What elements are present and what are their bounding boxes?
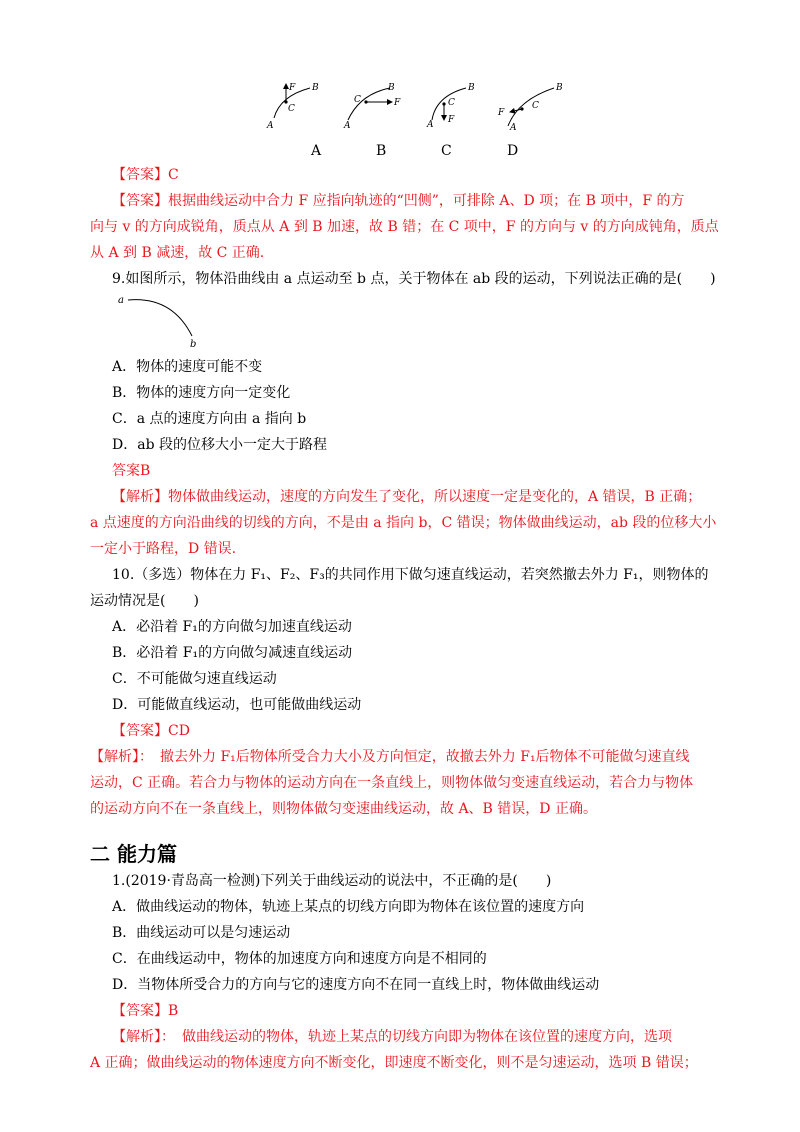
figure-option-a bbox=[266, 83, 319, 131]
s2q1-option-b: B．曲线运动可以是匀速运动 bbox=[112, 925, 291, 941]
q8-analysis-line-2: 向与 v 的方向成锐角，质点从 A 到 B 加速，故 B 错；在 C 项中，F 的方向与 v 的方向成钝角，质点 bbox=[90, 219, 719, 235]
q8-analysis-line-3: 从 A 到 B 减速，故 C 正确. bbox=[90, 245, 265, 261]
q10-stem-line-2: 运动情况是( ) bbox=[90, 593, 199, 609]
label-b: B bbox=[556, 83, 563, 93]
q9-analysis-line-2: a 点速度的方向沿曲线的切线的方向，不是由 a 指向 b，C 错误；物体做曲线运动，ab 段的位移大小 bbox=[90, 515, 717, 531]
label-c: C bbox=[354, 95, 361, 105]
q10-analysis-line-3: 的运动方向不在一条直线上，则物体做匀变速曲线运动，故 A、B 错误，D 正确。 bbox=[90, 801, 597, 817]
q9-analysis-line-3: 一定小于路程，D 错误. bbox=[90, 541, 237, 557]
q10-answer: 【答案】CD bbox=[112, 723, 190, 739]
figure-label-a: A bbox=[311, 143, 322, 159]
s2q1-option-c: C．在曲线运动中，物体的加速度方向和速度方向是不相同的 bbox=[112, 951, 487, 967]
figure-label-d: D bbox=[507, 143, 519, 159]
label-a: A bbox=[427, 120, 434, 130]
s2q1-answer: 【答案】B bbox=[112, 1003, 179, 1019]
label-b: B bbox=[468, 83, 475, 93]
q9-answer: 答案B bbox=[112, 463, 151, 479]
q8-analysis-line-1: 【答案】根据曲线运动中合力 F 应指向轨迹的“凹侧”，可排除 A、D 项；在 B 项中，F 的方 bbox=[112, 193, 685, 209]
figure-option-c bbox=[426, 83, 475, 130]
s2q1-analysis-line-2: A 正确；做曲线运动的物体速度方向不断变化，即速度不断变化，则不是匀速运动，选项 B 错误； bbox=[90, 1055, 698, 1071]
q9-stem: 9.如图所示，物体沿曲线由 a 点运动至 b 点，关于物体在 ab 段的运动，下列说法正确的是( ) bbox=[112, 271, 716, 287]
label-b: B bbox=[312, 83, 319, 93]
q10-option-b: B．必沿着 F₁的方向做匀减速直线运动 bbox=[112, 645, 353, 661]
q9-option-a: A．物体的速度可能不变 bbox=[112, 359, 263, 375]
section-title: 二 能力篇 bbox=[90, 842, 177, 866]
q9-analysis-line-1: 【解析】物体做曲线运动，速度的方向发生了变化，所以速度一定是变化的，A 错误，B 正确； bbox=[112, 489, 702, 505]
label-c: C bbox=[532, 101, 539, 111]
label-c: C bbox=[288, 104, 295, 114]
q9-point-a: a bbox=[118, 295, 124, 306]
figure-label-b: B bbox=[376, 143, 387, 159]
figure-label-c: C bbox=[441, 143, 452, 159]
q9-figure bbox=[118, 292, 208, 350]
q10-analysis-line-2: 运动，C 正确。若合力与物体的运动方向在一条直线上，则物体做匀变速直线运动，若合力与物体 bbox=[90, 775, 694, 791]
label-b: B bbox=[388, 83, 395, 93]
label-a: A bbox=[344, 121, 351, 131]
figure-option-b bbox=[343, 83, 401, 131]
q10-option-a: A．必沿着 F₁的方向做匀加速直线运动 bbox=[112, 619, 352, 635]
figure-option-d bbox=[497, 83, 563, 133]
q9-option-d: D．ab 段的位移大小一定大于路程 bbox=[112, 437, 327, 453]
s2q1-analysis-line-1: 【解析】： 做曲线运动的物体，轨迹上某点的切线方向即为物体在该位置的速度方向，选项 bbox=[112, 1029, 672, 1045]
q9-point-b: b bbox=[190, 339, 197, 350]
q9-option-c: C．a 点的速度方向由 a 指向 b bbox=[112, 411, 307, 427]
curve-options-figure bbox=[260, 78, 580, 134]
label-a: A bbox=[267, 121, 274, 131]
q10-stem-line-1: 10.（多选）物体在力 F₁、F₂、F₃的共同作用下做匀速直线运动，若突然撤去外力 F₁，则物体的 bbox=[112, 567, 709, 583]
s2q1-option-d: D．当物体所受合力的方向与它的速度方向不在同一直线上时，物体做曲线运动 bbox=[112, 977, 600, 993]
label-a: A bbox=[510, 123, 517, 133]
q10-analysis-line-1: 【解析】： 撤去外力 F₁后物体所受合力大小及方向恒定，故撤去外力 F₁后物体不可能做匀速直线 bbox=[90, 749, 690, 765]
label-f: F bbox=[289, 83, 296, 93]
label-f: F bbox=[498, 108, 505, 118]
s2q1-option-a: A．做曲线运动的物体，轨迹上某点的切线方向即为物体在该位置的速度方向 bbox=[112, 899, 585, 915]
q10-option-d: D．可能做直线运动，也可能做曲线运动 bbox=[112, 697, 362, 713]
label-c: C bbox=[448, 98, 455, 108]
s2q1-stem: 1.(2019·青岛高一检测)下列关于曲线运动的说法中，不正确的是( ) bbox=[112, 873, 552, 889]
q10-option-c: C．不可能做匀速直线运动 bbox=[112, 671, 277, 687]
label-f: F bbox=[394, 98, 401, 108]
label-f: F bbox=[448, 115, 455, 125]
q8-answer: 【答案】C bbox=[112, 167, 179, 183]
q9-option-b: B．物体的速度方向一定变化 bbox=[112, 385, 291, 401]
